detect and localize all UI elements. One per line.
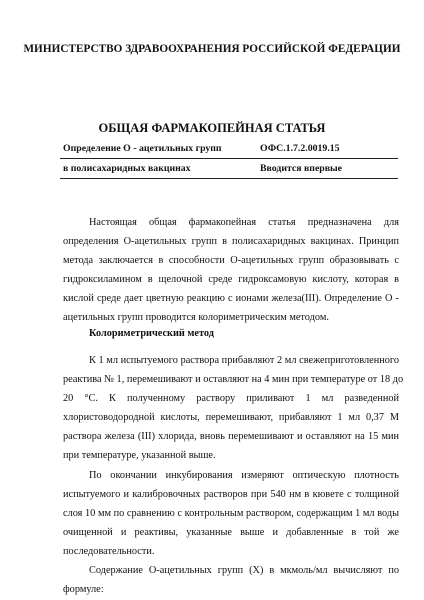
text-line: Настоящая общая фармакопейная статья предназначена для [89, 217, 399, 228]
text-line: испытуемого и калибровочных растворов при 540 нм в кювете с толщиной [63, 489, 399, 500]
text-line: очищенной и реактивы, указанные выше и добавленные в той же [63, 527, 399, 538]
text-line: кислой среде дает цветную реакцию с ионами железа(III). Определение О - [63, 293, 399, 304]
text-line: при температуре, указанной выше. [63, 450, 216, 461]
text-line: реактива № 1, перемешивают и оставляют на 4 мин при температуре от 18 до [63, 374, 404, 385]
text-line: ацетильных групп проводится колориметрическим методом. [63, 312, 329, 323]
text-line: хлористоводородной кислоты, перемешивают, прибавляют 1 мл 0,37 М [63, 412, 399, 423]
section-heading: Колориметрический метод [89, 328, 214, 339]
text-line: По окончании инкубирования измеряют оптическую плотность [89, 470, 399, 481]
text-line: 20 °С. К полученному раствору приливают 1 мл разведенной [63, 393, 399, 404]
text-line: Содержание О-ацетильных групп (X) в мкмоль/мл вычисляют по [89, 565, 399, 576]
text-line: К 1 мл испытуемого раствора прибавляют 2 мл свежеприготовленного [89, 355, 399, 366]
document-title: ОБЩАЯ ФАРМАКОПЕЙНАЯ СТАТЬЯ [98, 121, 326, 135]
text-line: последовательности. [63, 546, 155, 557]
text-line: метода заключается в способности О-ацетильных групп образовывать с [63, 255, 399, 266]
monograph-name-line1: Определение О - ацетильных групп [63, 143, 222, 154]
ministry-header: МИНИСТЕРСТВО ЗДРАВООХРАНЕНИЯ РОССИЙСКОЙ ФЕДЕРАЦИИ [23, 43, 401, 55]
text-line: гидроксиламином в щелочной среде гидроксамовую кислоту, которая в [63, 274, 399, 285]
text-line: формуле: [63, 584, 104, 595]
method-paragraph-1 [63, 351, 404, 465]
monograph-code: ОФС.1.7.2.0019.15 [260, 143, 340, 154]
method-paragraph-2 [63, 466, 399, 561]
intro-paragraph [63, 213, 399, 327]
text-line: раствора железа (III) хлорида, вновь перемешивают и оставляют на 15 мин [63, 431, 399, 442]
header-rule-top [60, 158, 398, 159]
monograph-name-line2: в полисахаридных вакцинах [63, 163, 191, 174]
monograph-status: Вводится впервые [260, 163, 343, 174]
text-line: определения О-ацетильных групп в полисахаридных вакцинах. Принцип [63, 236, 399, 247]
method-paragraph-3 [63, 561, 399, 599]
text-line: слоя 10 мм по сравнению с контрольным раствором, содержащим 1 мл воды [63, 508, 399, 519]
header-rule-bottom [60, 178, 398, 179]
